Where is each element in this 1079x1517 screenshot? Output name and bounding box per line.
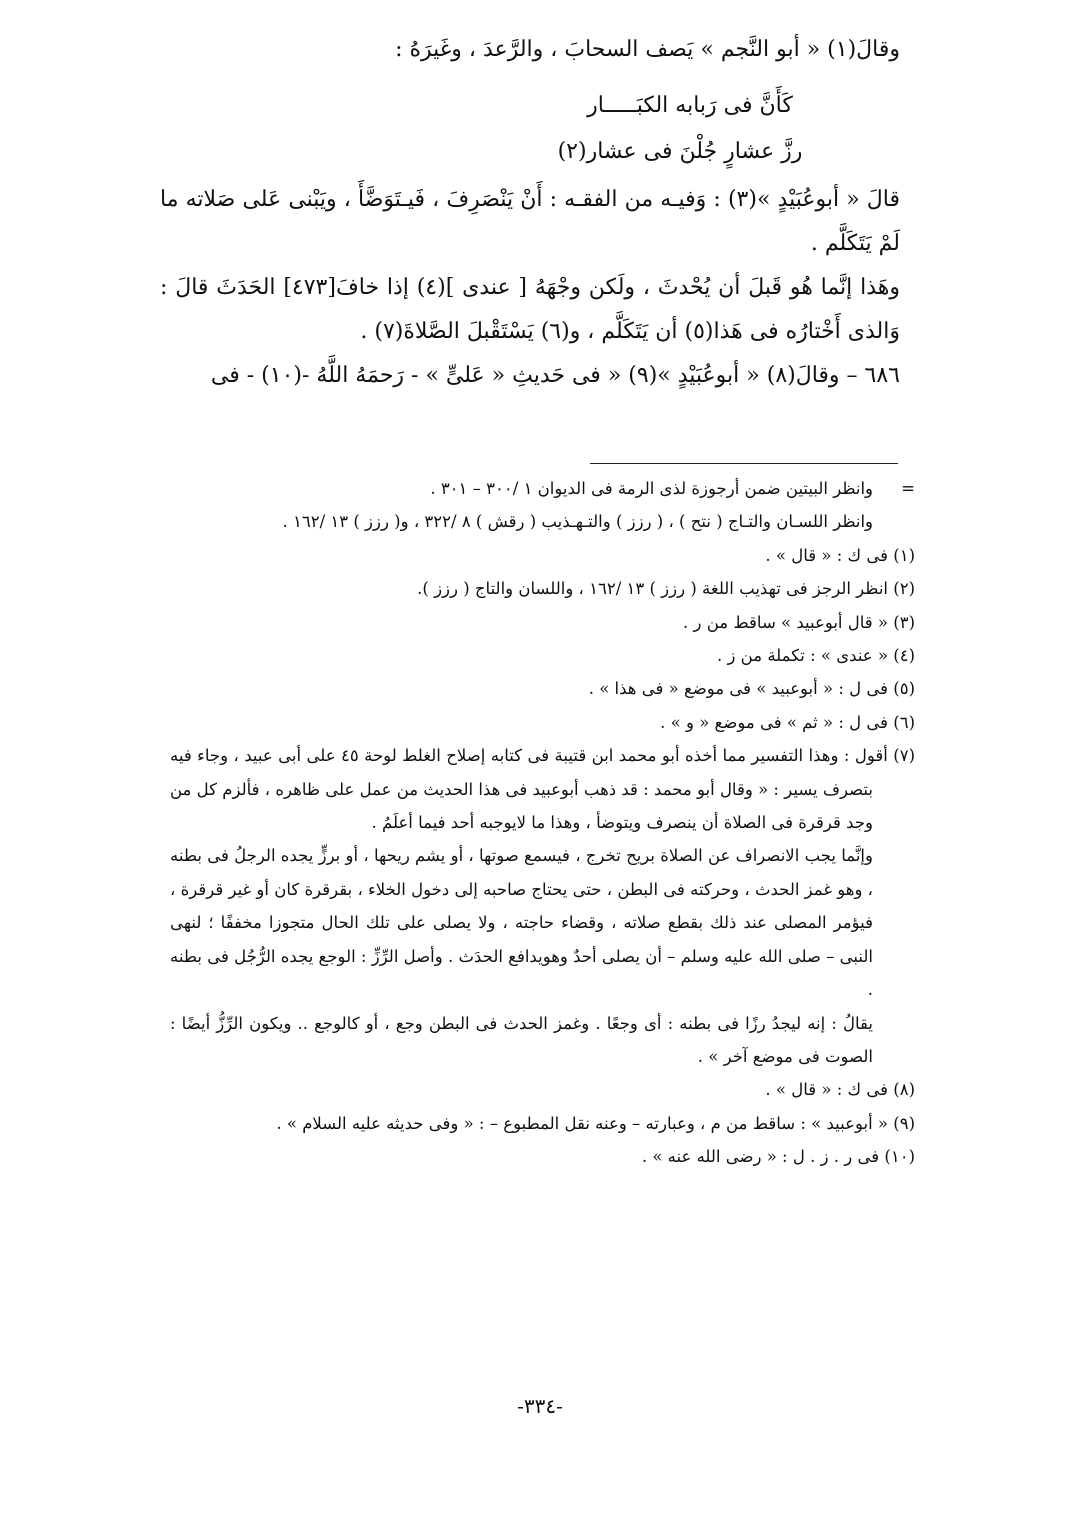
paragraph: قالَ « أبوعُبَيْدٍ »(٣) : وَفيـه من الفقـه : أَنْ يَنْصَرِفَ ، فَيـتَوَضَّأَ ، ويَبْنى عَلى صَلاته ما لَمْ يَتَكَلَّم .: [160, 187, 900, 256]
footnote-continuation: وانظر اللسـان والتـاج ( نتح ) ، ( رزز ) والتـهـذيب ( رقش ) ٨ /٣٢٢ ، و( رزز ) ١٣ /١٦٢ .: [282, 512, 873, 532]
footnote-4: (٤) « عندى » : تكملة من ز .: [716, 646, 915, 666]
main-body: [160, 178, 900, 398]
intro-line: وقالَ(١) « أبو النَّجم » يَصف السحابَ ، والرَّعدَ ، وغَيرَهُ :: [395, 37, 900, 62]
footnote-text: وانظر البيتين ضمن أرجوزة لذى الرمة فى الديوان ١ /٣٠٠ – ٣٠١ .: [430, 479, 873, 498]
footnote-10: (١٠) فى ر . ز . ل : « رضى الله عنه » .: [641, 1147, 915, 1167]
paragraph: ٦٨٦ – وقالَ(٨) « أبوعُبَيْدٍ »(٩) « فى حَديثِ « عَلىٍّ » - رَحمَهُ اللَّهُ -(١٠) - فى: [210, 363, 900, 388]
footnote-3: (٣) « قال أبوعبيد » ساقط من ر .: [683, 612, 915, 632]
footnote-8: (٨) فى ك : « قال » .: [765, 1080, 915, 1100]
footnote-7-continued: وإنَّما يجب الانصراف عن الصلاة بريح تخرج ، فيسمع صوتها ، أو يشم ريحها ، أو برزٍّ يجده الرجلُ فى بطنه ، وهو غمز الحدث ، وحركته فى البطن ، حتى يحتاج صاحبه إلى دخول الخلاء ، بقرقرة كان أو غير قرقرة ، فيؤمر المصلى عند ذلك بقطع صلاته ، وقضاء حاجته ، ولا يصلى على تلك الحال متجوزا مخففًا ؛ لنهى النبى – صلى الله عليه وسلم – أن يصلى أحدٌ وهويدافع الحدَث . وأصل الرِّزِّ : الوجع يجده الرُّجُل فى بطنه .: [170, 846, 873, 1000]
page-number: -٣٣٤-: [517, 1394, 563, 1418]
verse-line-1: كَأَنَّ فى رَبابه الكبَـــــار: [587, 93, 793, 118]
footnote-continuation: [170, 472, 915, 505]
verse-line-2: رزَّ عشارٍ جُلْنَ فى عشار(٢): [557, 139, 803, 164]
footnote-1: (١) فى ك : « قال » .: [765, 545, 915, 565]
footnote-7: (٧) أقول : وهذا التفسير مما أخذه أبو محمد ابن قتيبة فى كتابه إصلاح الغلط لوحة ٤٥ على أبى عبيد ، وجاء فيه بتصرف يسير : « وقال أبو محمد : قد ذهب أبوعبيد فى هذا الحديث من عمل على ظاهره ، فألزم كل من وجد قرقرة فى الصلاة أن ينصرف ويتوضأ ، وهذا ما لايوجبه أحد فيما أعلَمُ .: [170, 746, 915, 833]
paragraph: وهَذا إنَّما هُو قَبلَ أن يُحْدثَ ، ولَكن وجْهَهُ [ عندى ](٤) إذا خافَ[٤٧٣] الحَدَثَ قالَ : وَالذى أَخْتارُه فى هَذا(٥) أن يَتَكَلَّم ، و(٦) يَسْتَقْبلَ الصَّلاةَ(٧) .: [160, 275, 900, 344]
footnote-2: (٢) انظر الرجز فى تهذيب اللغة ( رزز ) ١٣ /١٦٢ ، واللسان والتاج ( رزز ).: [417, 579, 915, 599]
footnote-9: (٩) « أبوعبيد » : ساقط من م ، وعبارته – وعنه نقل المطبوع – : « وفى حديثه عليه السلام » .: [276, 1113, 915, 1133]
footnote-7-continued: يقالُ : إنه ليجدُ رزًا فى بطنه : أى وجعًا . وغمز الحدث فى البطن وجع ، أو كالوجع .. ويكون الرِّزُّ أيضًا : الصوت فى موضع آخر » .: [170, 1013, 873, 1066]
footnote-6: (٦) فى ل : « ثم » فى موضع « و » .: [660, 712, 915, 732]
footnote-5: (٥) فى ل : « أبوعبيد » فى موضع « فى هذا » .: [588, 679, 915, 699]
footnotes: [170, 472, 915, 1174]
footnote-separator: [590, 463, 898, 464]
continuation-mark: =: [901, 479, 915, 498]
main-text: [160, 28, 900, 72]
